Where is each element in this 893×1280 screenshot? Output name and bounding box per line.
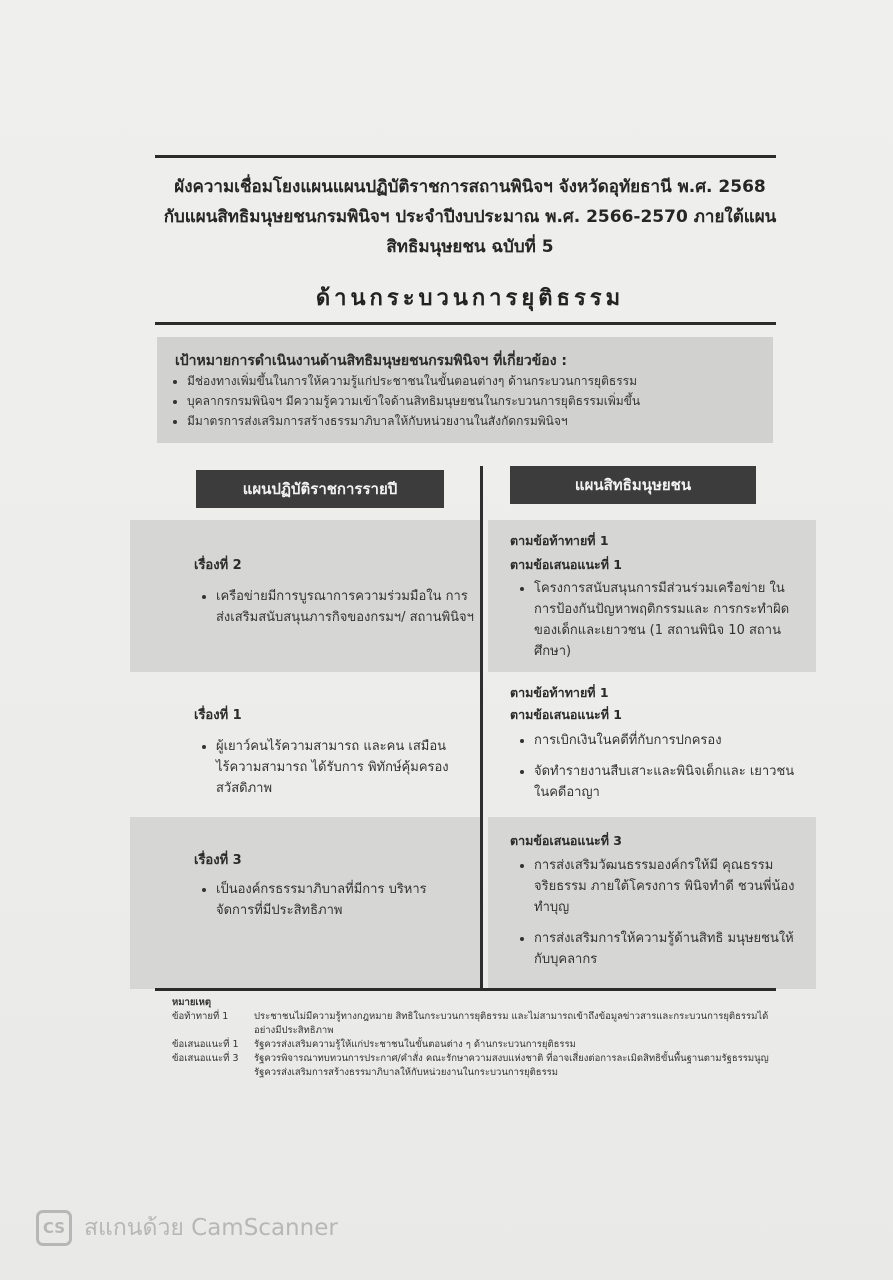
notes-heading: หมายเหตุ: [172, 997, 212, 1008]
note-row: [172, 1010, 772, 1038]
story-item: • เป็นองค์กรธรรมาภิบาลที่มีการ บริหารจัดการที่มีประสิทธิภาพ: [216, 879, 456, 921]
recommendation-label: ตามข้อเสนอแนะที่ 1: [510, 707, 622, 722]
top-rule: [155, 155, 776, 158]
right-block-1: [488, 520, 816, 672]
plan-item: • การเบิกเงินในคดีที่กับการปกครอง: [534, 730, 804, 751]
plan-items: [516, 855, 804, 980]
plan-item: • จัดทำรายงานสืบเสาะและพินิจเด็กและ เยาวชนในคดีอาญา: [534, 761, 804, 803]
camscanner-logo-icon: CS: [36, 1210, 72, 1246]
story-items: [198, 879, 456, 931]
story-item: • เครือข่ายมีการบูรณาการความร่วมมือใน การส่งเสริมสนับสนุนภารกิจของกรมฯ/ สถานพินิจฯ: [216, 586, 476, 628]
note-text: รัฐควรส่งเสริมความรู้ให้แก่ประชาชนในขั้นตอนต่าง ๆ ด้านกระบวนการยุติธรรม: [254, 1039, 576, 1050]
left-block-story-1: [130, 672, 480, 817]
note-key: ข้อท้าทายที่ 1: [172, 1011, 229, 1022]
note-text: รัฐควรพิจารณาทบทวนการประกาศ/คำสั่ง คณะรักษาความสงบแห่งชาติ ที่อาจเสี่ยงต่อการละเมิดสิทธิขั้นพื้นฐานตามรัฐธรรมนูญ รัฐควรส่งเสริมการสร้างธรรมาภิบาลให้กับหน่วยงานในกระบวนการยุติธรรม: [254, 1053, 769, 1078]
story-item: • ผู้เยาว์คนไร้ความสามารถ และคน เสมือนไร้ความสามารถ ได้รับการ พิทักษ์คุ้มครองสวัสดิภาพ: [216, 736, 456, 799]
story-label: เรื่องที่ 2: [194, 558, 242, 573]
story-label: เรื่องที่ 3: [194, 853, 242, 868]
plan-items: [516, 730, 804, 813]
right-block-2: [488, 672, 816, 817]
bottom-rule: [155, 988, 776, 991]
story-items: [198, 736, 456, 809]
camscanner-watermark: [36, 1210, 338, 1246]
goals-list: [159, 371, 767, 431]
note-key: ข้อเสนอแนะที่ 3: [172, 1053, 239, 1064]
goal-item: • มีช่องทางเพิ่มขึ้นในการให้ความรู้แก่ประชาชนในขั้นตอนต่างๆ ด้านกระบวนการยุติธรรม: [187, 371, 767, 391]
recommendation-label: ตามข้อเสนอแนะที่ 1: [510, 557, 622, 572]
document-title: [150, 172, 790, 262]
plan-item: • การส่งเสริมการให้ความรู้ด้านสิทธิ มนุษยชนให้กับบุคลากร: [534, 928, 804, 970]
story-label: เรื่องที่ 1: [194, 708, 242, 723]
annual-plan-header: แผนปฏิบัติราชการรายปี: [196, 470, 444, 508]
goals-heading: เป้าหมายการดำเนินงานด้านสิทธิมนุษยชนกรมพินิจฯ ที่เกี่ยวข้อง :: [175, 353, 568, 369]
plan-item: • โครงการสนับสนุนการมีส่วนร่วมเครือข่าย ในการป้องกันปัญหาพฤติกรรมและ การกระทำผิดของเด็กและเยาวชน (1 สถานพินิจ 10 สถานศึกษา): [534, 578, 804, 662]
goals-box: [157, 337, 773, 443]
right-block-3: [488, 817, 816, 989]
note-text: ประชาชนไม่มีความรู้ทางกฎหมาย สิทธิในกระบวนการยุติธรรม และไม่สามารถเข้าถึงข้อมูลข่าวสารและกระบวนการยุติธรรมได้อย่างมีประสิทธิภาพ: [254, 1011, 769, 1036]
note-key: ข้อเสนอแนะที่ 1: [172, 1039, 239, 1050]
section-subtitle: ด้านกระบวนการยุติธรรม: [315, 286, 625, 311]
subtitle-rule: [155, 322, 776, 325]
left-block-story-2: [130, 520, 480, 672]
title-line-3: สิทธิมนุษยชน ฉบับที่ 5: [386, 237, 554, 257]
recommendation-label: ตามข้อเสนอแนะที่ 3: [510, 833, 622, 848]
notes-section: [172, 996, 772, 1080]
human-rights-plan-header: แผนสิทธิมนุษยชน: [510, 466, 756, 504]
goal-item: • มีมาตรการส่งเสริมการสร้างธรรมาภิบาลให้กับหน่วยงานในสังกัดกรมพินิจฯ: [187, 411, 767, 431]
title-line-2: กับแผนสิทธิมนุษยชนกรมพินิจฯ ประจำปีงบประมาณ พ.ศ. 2566-2570 ภายใต้แผน: [163, 207, 777, 227]
note-row: [172, 1038, 772, 1052]
title-line-1: ผังความเชื่อมโยงแผนแผนปฏิบัติราชการสถานพินิจฯ จังหวัดอุทัยธานี พ.ศ. 2568: [174, 177, 766, 197]
story-items: [198, 586, 476, 638]
watermark-text: สแกนด้วย CamScanner: [84, 1215, 338, 1241]
challenge-label: ตามข้อท้าทายที่ 1: [510, 685, 609, 700]
plan-items: [516, 578, 804, 672]
note-row: [172, 1052, 772, 1080]
challenge-label: ตามข้อท้าทายที่ 1: [510, 533, 609, 548]
column-divider: [480, 466, 483, 990]
left-block-story-3: [130, 817, 480, 989]
plan-item: • การส่งเสริมวัฒนธรรมองค์กรให้มี คุณธรรมจริยธรรม ภายใต้โครงการ พินิจทำดี ชวนพี่น้องทำบุญ: [534, 855, 804, 918]
goal-item: • บุคลากรกรมพินิจฯ มีความรู้ความเข้าใจด้านสิทธิมนุษยชนในกระบวนการยุติธรรมเพิ่มขึ้น: [187, 391, 767, 411]
